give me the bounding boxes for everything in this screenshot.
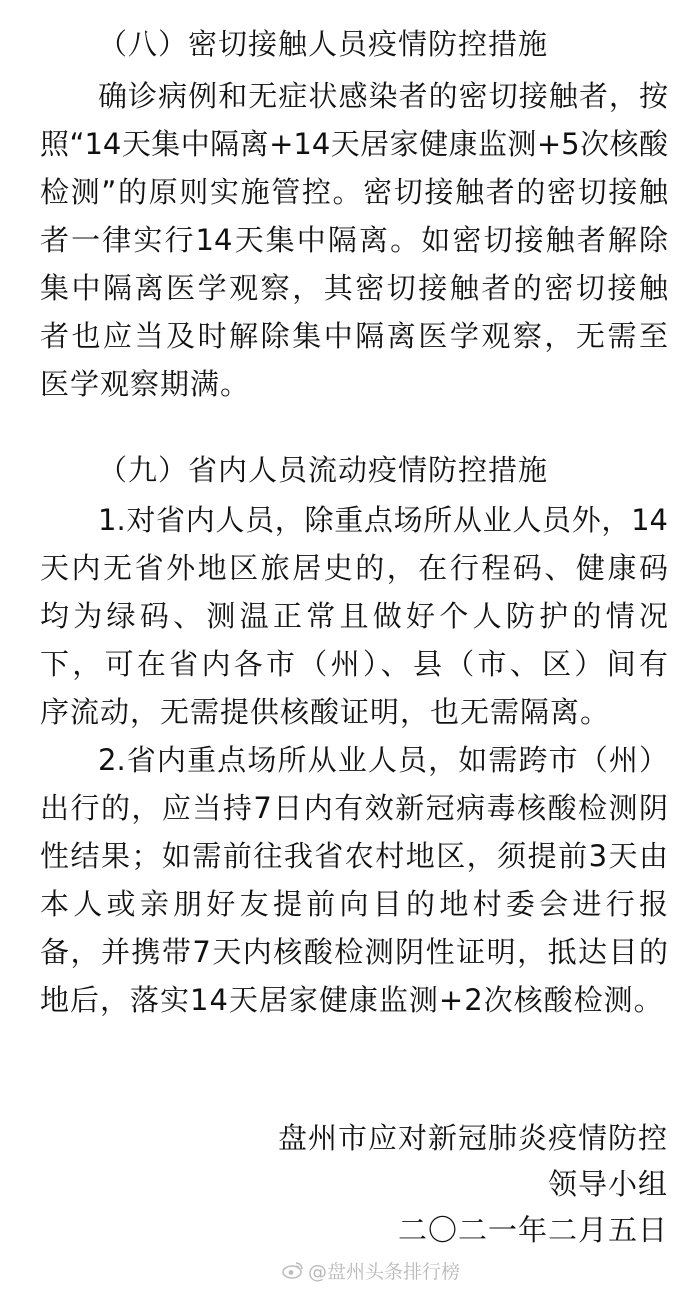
paragraph-line: 者一律实行14天集中隔离。如密切接触者解除: [40, 223, 668, 257]
paragraph-line: 确诊病例和无症状感染者的密切接触者，按: [98, 79, 668, 113]
paragraph-line: 集中隔离医学观察，其密切接触者的密切接触: [40, 271, 668, 305]
section-9-heading: （九）省内人员流动疫情防控措施: [98, 453, 549, 487]
signature-organization: 盘州市应对新冠肺炎疫情防控: [277, 1121, 668, 1155]
paragraph-line: 2.省内重点场所从业人员，如需跨市（州）: [98, 743, 668, 777]
paragraph-line: 检测”的原则实施管控。密切接触者的密切接触: [40, 175, 668, 209]
paragraph-line: 1.对省内人员，除重点场所从业人员外，14: [98, 503, 668, 537]
paragraph-line: 均为绿码、测温正常且做好个人防护的情况: [40, 599, 668, 633]
paragraph-line: 地后，落实14天居家健康监测+2次核酸检测。: [40, 983, 664, 1017]
watermark: [282, 1258, 460, 1286]
paragraph-line: 备，并携带7天内核酸检测阴性证明，抵达目的: [40, 935, 668, 969]
signature-date: 二〇二一年二月五日: [397, 1213, 668, 1247]
watermark-text: @盘州头条排行榜: [308, 1261, 461, 1283]
paragraph-line: 医学观察期满。: [40, 367, 251, 401]
section-8-heading: （八）密切接触人员疫情防控措施: [98, 27, 549, 61]
weibo-icon: [282, 1259, 304, 1287]
paragraph-line: 序流动，无需提供核酸证明，也无需隔离。: [40, 695, 611, 729]
paragraph-line: 出行的，应当持7日内有效新冠病毒核酸检测阴: [40, 791, 668, 825]
paragraph-line: 本人或亲朋好友提前向目的地村委会进行报: [40, 887, 668, 921]
paragraph-line: 天内无省外地区旅居史的，在行程码、健康码: [40, 551, 668, 585]
paragraph-line: 下，可在省内各市（州）、县（市、区）间有: [40, 647, 668, 681]
paragraph-line: 者也应当及时解除集中隔离医学观察，无需至: [40, 319, 668, 353]
paragraph-line: 照“14天集中隔离+14天居家健康监测+5次核酸: [40, 127, 668, 161]
paragraph-line: 性结果；如需前往我省农村地区，须提前3天由: [40, 839, 668, 873]
signature-organization-line2: 领导小组: [547, 1167, 668, 1201]
